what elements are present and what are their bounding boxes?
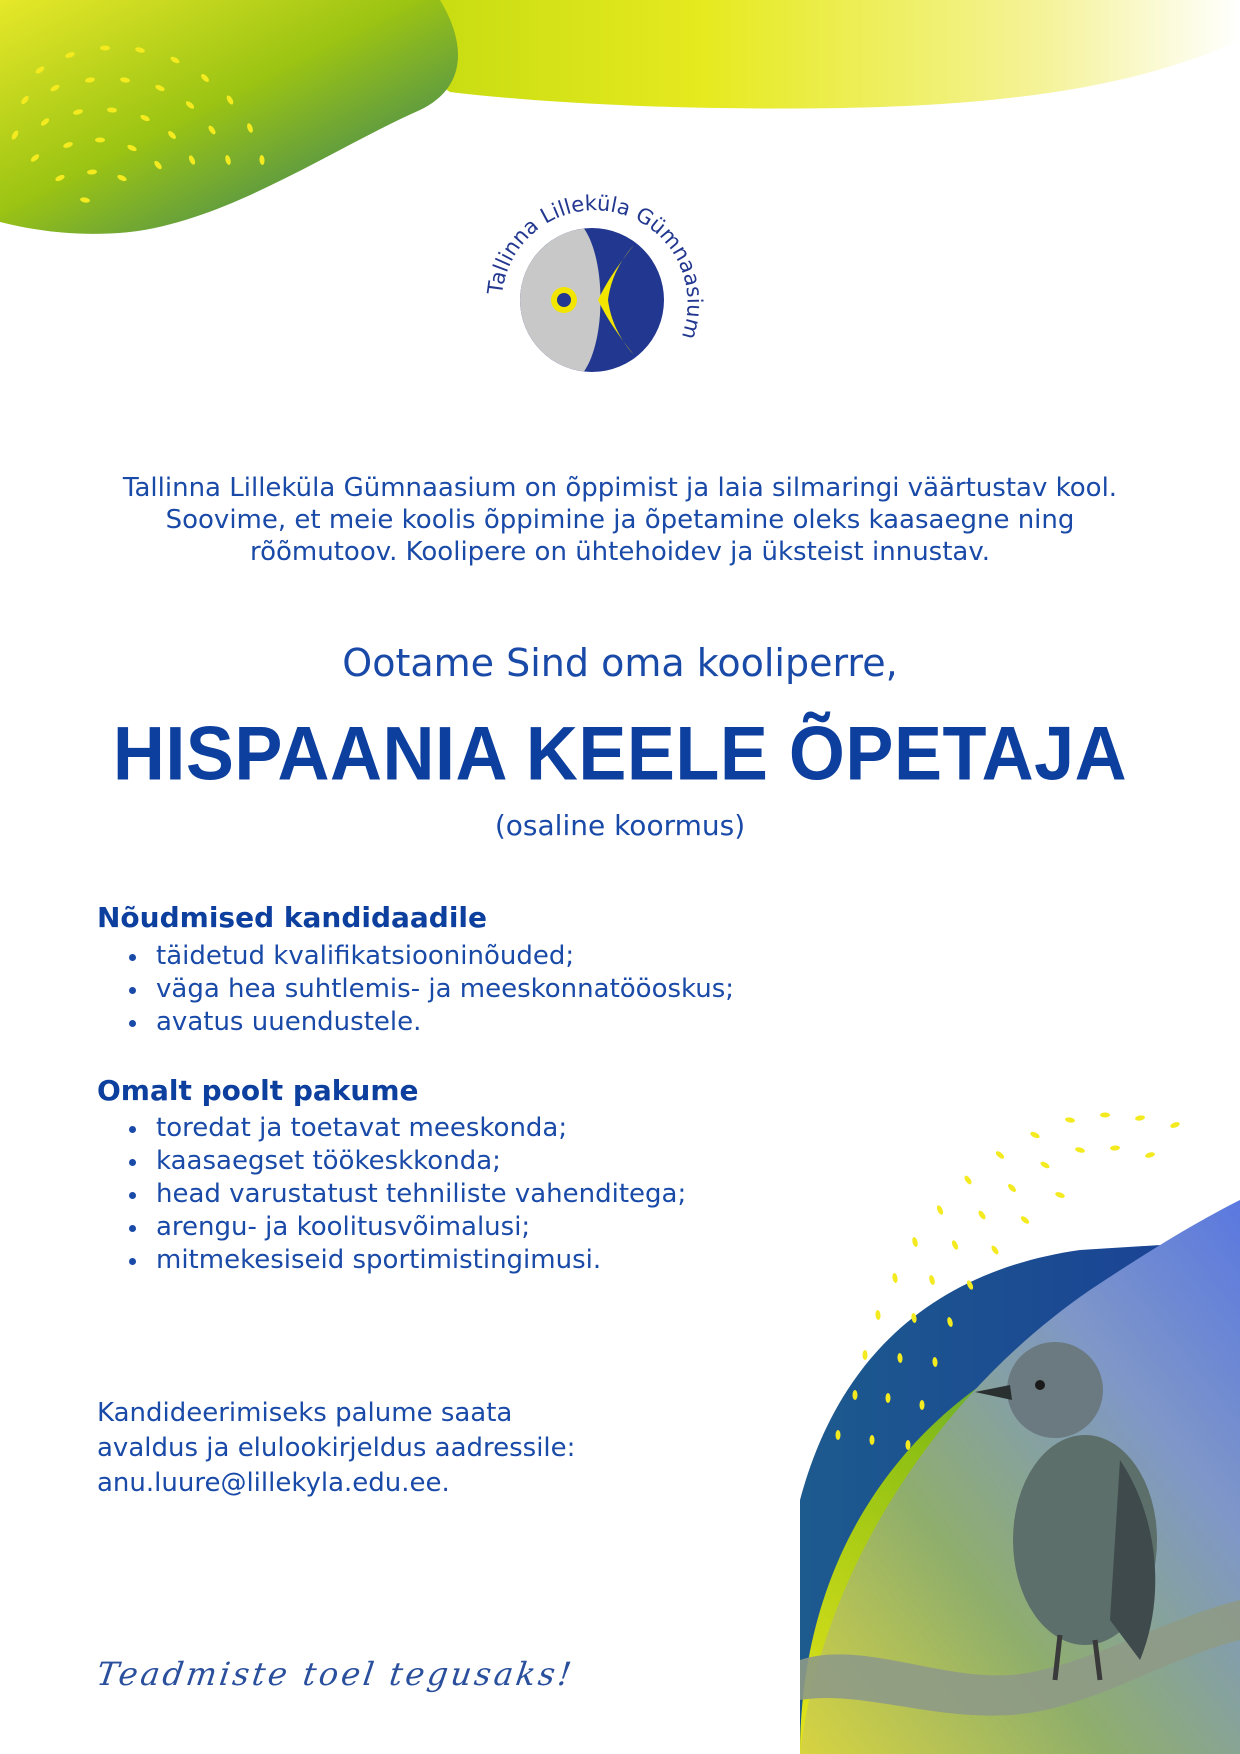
- intro-line: Soovime, et meie koolis õppimine ja õpetamine oleks kaasaegne ning: [165, 505, 1075, 535]
- list-item: arengu- ja koolitusvõimalusi;: [125, 1211, 686, 1244]
- job-title: HISPAANIA KEELE ÕPETAJA: [112, 711, 1128, 797]
- list-item: mitmekesiseid sportimistingimusi.: [125, 1244, 686, 1277]
- requirements-heading: Nõudmised kandidaadile: [97, 901, 488, 934]
- intro-line: Tallinna Lilleküla Gümnaasium on õppimist ja laia silmaringi väärtustav kool.: [122, 473, 1118, 503]
- offer-heading: Omalt poolt pakume: [97, 1074, 419, 1107]
- list-item: avatus uuendustele.: [125, 1006, 734, 1039]
- list-item: kaasaegset töökeskkonda;: [125, 1145, 686, 1178]
- school-logo: [480, 185, 710, 415]
- requirements-list: [125, 940, 734, 1039]
- contact-line: Kandideerimiseks palume saata: [97, 1398, 513, 1428]
- contact-block: [97, 1396, 575, 1501]
- intro-line: rõõmutoov. Koolipere on ühtehoidev ja üksteist innustav.: [250, 537, 990, 567]
- list-item: head varustatust tehniliste vahenditega;: [125, 1178, 686, 1211]
- logo-ring-text: Tallinna Lilleküla Gümnaasium: [483, 191, 707, 342]
- list-item: toredat ja toetavat meeskonda;: [125, 1112, 686, 1145]
- list-item: täidetud kvalifikatsiooninõuded;: [125, 940, 734, 973]
- slogan: Teadmiste toel tegusaks!: [94, 1655, 577, 1693]
- list-item: väga hea suhtlemis- ja meeskonnatööoskus;: [125, 973, 734, 1006]
- contact-line: avaldus ja elulookirjeldus aadressile:: [97, 1433, 576, 1463]
- job-subtitle: (osaline koormus): [494, 809, 746, 842]
- invite-text: Ootame Sind oma kooliperre,: [342, 641, 898, 685]
- intro-paragraph: [60, 472, 1180, 568]
- contact-email: anu.luure@lillekyla.edu.ee.: [97, 1468, 450, 1498]
